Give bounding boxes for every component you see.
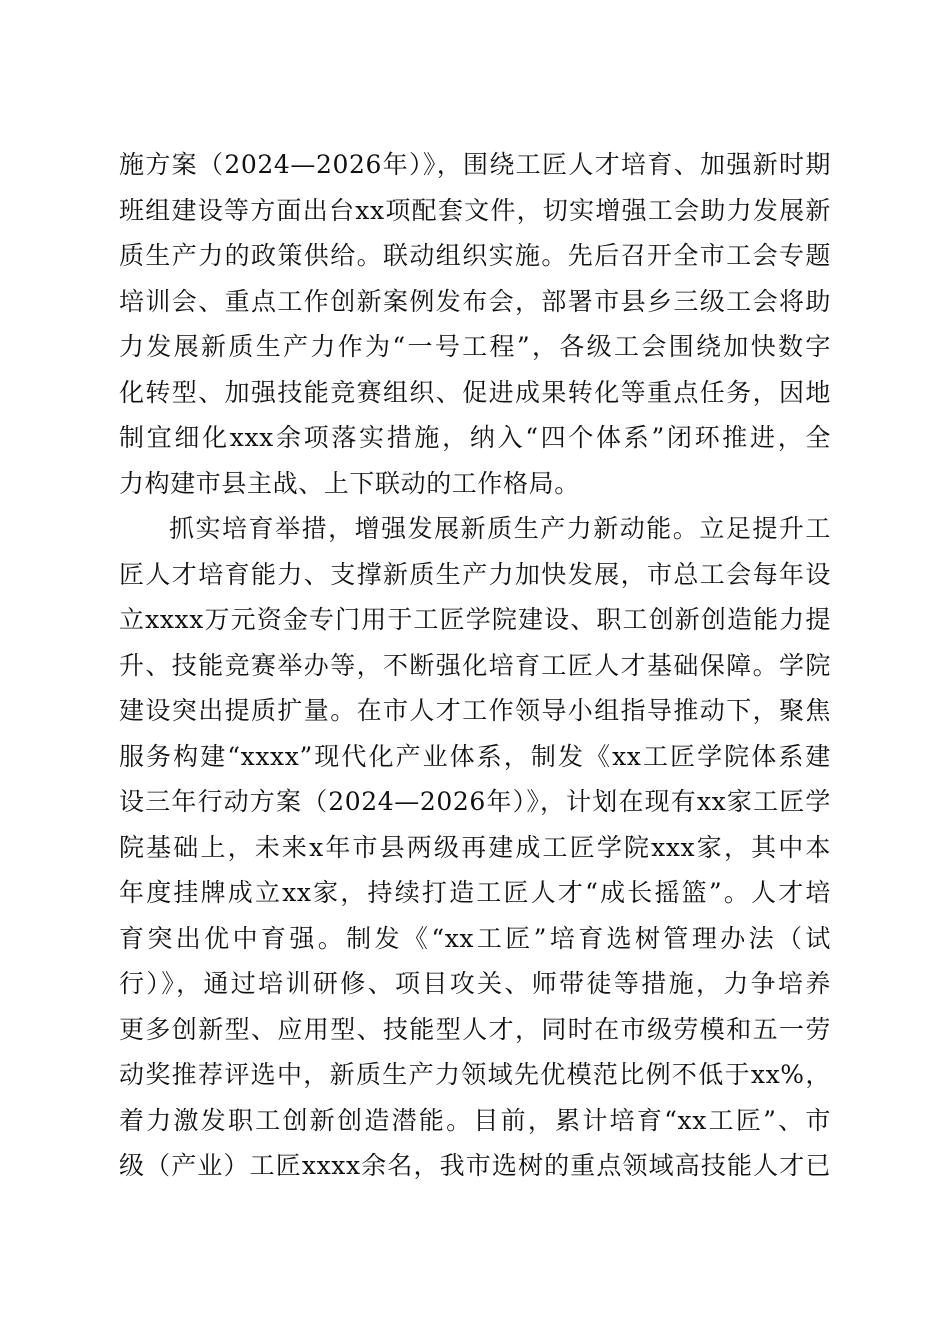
- paragraph-2: [119, 506, 831, 1189]
- text-line: 着力激发职工创新创造潜能。目前，累计培育“xx工匠”、市: [119, 1105, 831, 1135]
- paragraph-1: [119, 142, 831, 506]
- text-line: 设三年行动方案（2024—2026年）》，计划在现有xx家工匠学: [119, 787, 831, 816]
- text-line: 动奖推荐评选中，新质生产力领域先优模范比例不低于xx%，: [119, 1060, 831, 1089]
- text-line: 培训会、重点工作创新案例发布会，部署市县乡三级工会将助: [119, 286, 831, 316]
- text-line: 班组建设等方面出台xx项配套文件，切实增强工会助力发展新: [119, 195, 831, 225]
- text-line: 行）》，通过培训研修、项目攻关、师带徒等措施，力争培养: [119, 969, 831, 998]
- text-line: 力发展新质生产力作为“一号工程”，各级工会围绕加快数字: [119, 332, 831, 361]
- text-line: 匠人才培育能力、支撑新质生产力加快发展，市总工会每年设: [119, 559, 831, 589]
- text-line: 更多创新型、应用型、技能型人才，同时在市级劳模和五一劳: [119, 1014, 831, 1044]
- text-line: 育突出优中育强。制发《“xx工匠”培育选树管理办法（试: [119, 923, 831, 953]
- text-line: 化转型、加强技能竞赛组织、促进成果转化等重点任务，因地: [119, 377, 831, 407]
- text-line: 施方案（2024—2026年）》，围绕工匠人才培育、加强新时期: [119, 150, 831, 179]
- text-line: 升、技能竞赛举办等，不断强化培育工匠人才基础保障。学院: [119, 650, 831, 680]
- text-line: 级（产业）工匠xxxx余名，我市选树的重点领域高技能人才已: [119, 1151, 831, 1180]
- text-line: 年度挂牌成立xx家，持续打造工匠人才“成长摇篮”。人才培: [119, 878, 831, 907]
- text-line: 院基础上，未来x年市县两级再建成工匠学院xxx家，其中本: [119, 832, 831, 862]
- text-line: 力构建市县主战、上下联动的工作格局。: [119, 468, 580, 498]
- text-line: 制宜细化xxx余项落实措施，纳入“四个体系”闭环推进，全: [119, 423, 831, 452]
- text-line: 质生产力的政策供给。联动组织实施。先后召开全市工会专题: [119, 241, 831, 270]
- document-body: [119, 142, 831, 1189]
- text-line: 立xxxx万元资金专门用于工匠学院建设、职工创新创造能力提: [119, 605, 831, 634]
- text-line: 建设突出提质扩量。在市人才工作领导小组指导推动下，聚焦: [119, 696, 831, 725]
- text-line: 服务构建“xxxx”现代化产业体系，制发《xx工匠学院体系建: [119, 741, 831, 771]
- text-line: 抓实培育举措，增强发展新质生产力新动能。立足提升工: [169, 514, 831, 543]
